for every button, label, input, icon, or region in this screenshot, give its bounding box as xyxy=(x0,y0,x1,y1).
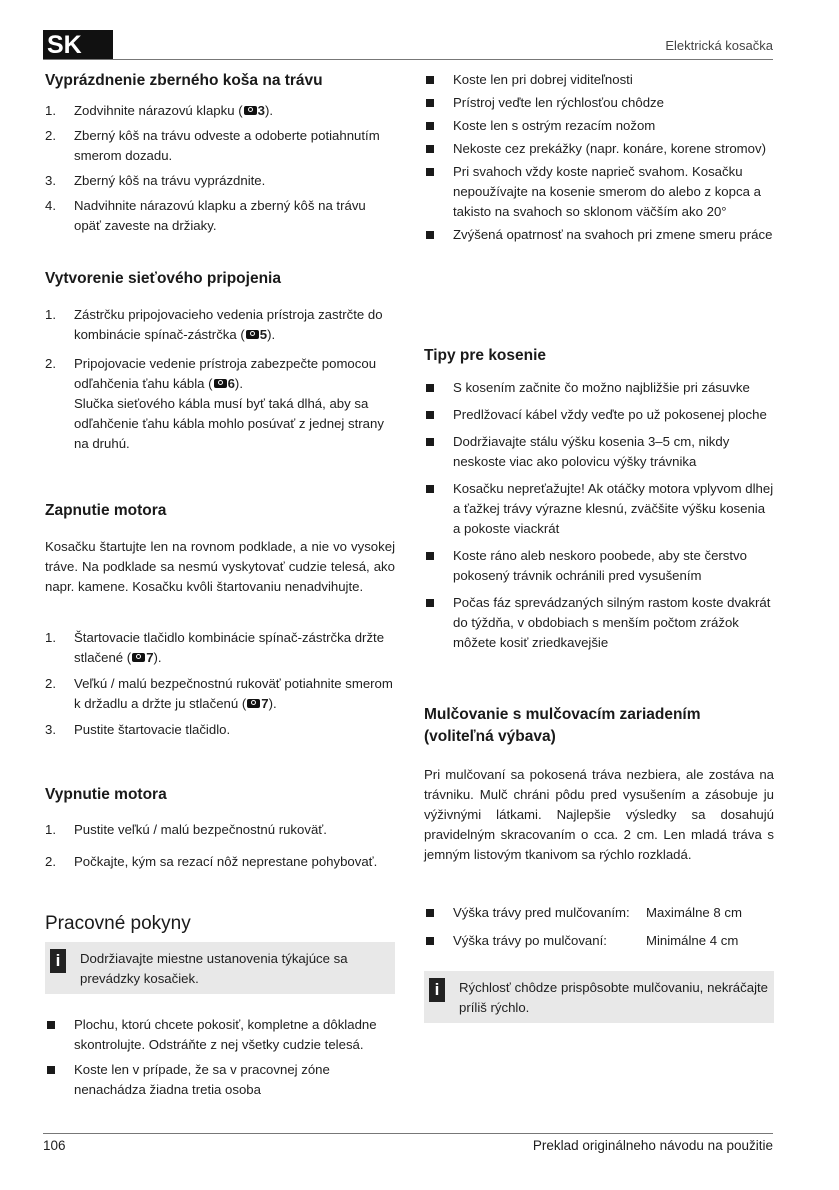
step: 3. Zberný kôš na trávu vyprázdnite. xyxy=(45,173,266,188)
section-title-mains-connection: Vytvorenie sieťového pripojenia xyxy=(45,270,281,287)
bullet-icon xyxy=(426,937,434,945)
working-bullets xyxy=(45,1015,395,1100)
note-box xyxy=(45,942,395,994)
bullet-icon xyxy=(426,599,434,607)
info-icon: i xyxy=(50,949,66,973)
header-title: Elektrická kosačka xyxy=(665,38,773,53)
list-item: Pri svahoch vždy koste naprieč svahom. Kosačku nepoužívajte na kosenie smerom do alebo z kopca a takisto na svahoch so sklonom väčším ako 20° xyxy=(424,162,774,222)
steps-stop-motor xyxy=(45,820,395,872)
camera-figure-icon xyxy=(247,699,260,708)
bullet-icon xyxy=(47,1021,55,1029)
step: 4. Nadvihnite nárazovú klapku a zberný kôš na trávu opäť zaveste na držiaky. xyxy=(45,198,366,233)
info-icon: i xyxy=(429,978,445,1002)
steps-empty-bag xyxy=(45,101,395,236)
list-item: Zvýšená opatrnosť na svahoch pri zmene smeru práce xyxy=(424,225,774,245)
list-item: Výška trávy pred mulčovaním: Maximálne 8 cm xyxy=(424,903,774,923)
footer-divider xyxy=(43,1133,773,1134)
tips-bullets xyxy=(424,378,774,653)
note-box xyxy=(424,971,774,1023)
bullet-icon xyxy=(426,909,434,917)
list-item: Nekoste cez prekážky (napr. konáre, korene stromov) xyxy=(424,139,774,159)
bullet-icon xyxy=(426,76,434,84)
bullet-icon xyxy=(426,145,434,153)
camera-figure-icon xyxy=(214,379,227,388)
start-motor-paragraph: Kosačku štartujte len na rovnom podklade, a nie vo vysokej tráve. Na podklade sa nesmú vyskytovať cudzie telesá, ako napr. kamene. Kosačku kvôli štartovaniu nenadvihujte. xyxy=(45,539,395,594)
bullet-icon xyxy=(426,231,434,239)
step: 1. Zástrčku pripojovacieho vedenia prístroja zastrčte do kombinácie spínač-zástrčka ( 5). xyxy=(45,307,383,342)
step: 1. Štartovacie tlačidlo kombinácie spínač-zástrčka držte stlačené ( 7). xyxy=(45,630,385,665)
step: 3. Pustite štartovacie tlačidlo. xyxy=(45,722,231,737)
list-item: Koste len s ostrým rezacím nožom xyxy=(424,116,774,136)
list-item: Plochu, ktorú chcete pokosiť, kompletne a dôkladne skontrolujte. Odstráňte z nej všetky cudzie telesá. xyxy=(45,1015,395,1055)
bullet-icon xyxy=(426,384,434,392)
page-number: 106 xyxy=(43,1138,66,1153)
note-text: Dodržiavajte miestne ustanovenia týkajúce sa prevádzky kosačiek. xyxy=(80,951,348,986)
list-item: Prístroj veďte len rýchlosťou chôdze xyxy=(424,93,774,113)
bullet-icon xyxy=(426,411,434,419)
section-title-stop-motor: Vypnutie motora xyxy=(45,786,167,803)
camera-figure-icon xyxy=(132,653,145,662)
list-item: Počas fáz sprevádzaných silným rastom koste dvakrát do týždňa, v obdobiach s menším počtom zrážok môžete kosiť zriedkavejšie xyxy=(424,593,774,653)
camera-figure-icon xyxy=(244,106,257,115)
list-item: Výška trávy po mulčovaní: Minimálne 4 cm xyxy=(424,931,774,951)
bullet-icon xyxy=(426,99,434,107)
bullet-icon xyxy=(426,485,434,493)
mulching-paragraph: Pri mulčovaní sa pokosená tráva nezbiera, ale zostáva na trávniku. Mulč chráni pôdu pred vysušením a zásobuje ju výživnými látkami. Najlepšie výsledky sa dosahujú pravidelným skracovaním o cca. 2 cm. Len mladá tráva s jemným listovým tkanivom sa rýchlo rozkladá. xyxy=(424,767,774,862)
list-item: Koste len v prípade, že sa v pracovnej zóne nenachádza žiadna tretia osoba xyxy=(45,1060,395,1100)
mulching-specs xyxy=(424,903,774,951)
step: 2. Počkajte, kým sa rezací nôž neprestane pohybovať. xyxy=(45,854,378,869)
bullet-icon xyxy=(426,168,434,176)
bullet-icon xyxy=(426,552,434,560)
section-title-start-motor: Zapnutie motora xyxy=(45,502,167,519)
steps-start-motor xyxy=(45,628,395,740)
step: 2. Pripojovacie vedenie prístroja zabezpečte pomocou odľahčenia ťahu kábla ( 6). Slučka sieťového kábla musí byť taká dlhá, aby sa odľahčenie ťahu kábla mohlo posúvať z jednej strany na druhú. xyxy=(45,356,384,451)
list-item: Kosačku nepreťažujte! Ak otáčky motora vplyvom dlhej a ťažkej trávy výrazne klesnú, zväčšite výšku kosenia a pokoste viackrát xyxy=(424,479,774,539)
list-item: Koste ráno aleb neskoro poobede, aby ste čerstvo pokosený trávnik ochránili pred vysušením xyxy=(424,546,774,586)
list-item: Koste len pri dobrej viditeľnosti xyxy=(424,70,774,90)
language-badge: SK xyxy=(43,30,113,60)
section-title-empty-bag: Vyprázdnenie zberného koša na trávu xyxy=(45,72,323,89)
list-item: Predlžovací kábel vždy veďte po už pokosenej ploche xyxy=(424,405,774,425)
bullet-icon xyxy=(426,122,434,130)
footer-text: Preklad originálneho návodu na použitie xyxy=(532,1138,773,1153)
steps-mains-connection xyxy=(45,305,395,454)
list-item: S kosením začnite čo možno najbližšie pri zásuvke xyxy=(424,378,774,398)
bullet-icon xyxy=(426,438,434,446)
camera-figure-icon xyxy=(246,330,259,339)
list-item: Dodržiavajte stálu výšku kosenia 3–5 cm, nikdy neskoste viac ako polovicu výšky trávnika xyxy=(424,432,774,472)
section-title-mulching: Mulčovanie s mulčovacím zariadením (voliteľná výbava) xyxy=(424,706,701,745)
note-text: Rýchlosť chôdze prispôsobte mulčovaniu, nekráčajte príliš rýchlo. xyxy=(459,980,768,1015)
step: 1. Zodvihnite nárazovú klapku ( 3). xyxy=(45,103,274,118)
section-title-working-instructions: Pracovné pokyny xyxy=(45,913,191,934)
mowing-bullets xyxy=(424,70,774,245)
step: 1. Pustite veľkú / malú bezpečnostnú rukoväť. xyxy=(45,822,327,837)
bullet-icon xyxy=(47,1066,55,1074)
section-title-mowing-tips: Tipy pre kosenie xyxy=(424,347,547,364)
step: 2. Zberný kôš na trávu odveste a odoberte potiahnutím smerom dozadu. xyxy=(45,128,380,163)
step: 2. Veľkú / malú bezpečnostnú rukoväť potiahnite smerom k držadlu a držte ju stlačenú ( 7). xyxy=(45,676,393,711)
header-divider xyxy=(43,59,773,60)
